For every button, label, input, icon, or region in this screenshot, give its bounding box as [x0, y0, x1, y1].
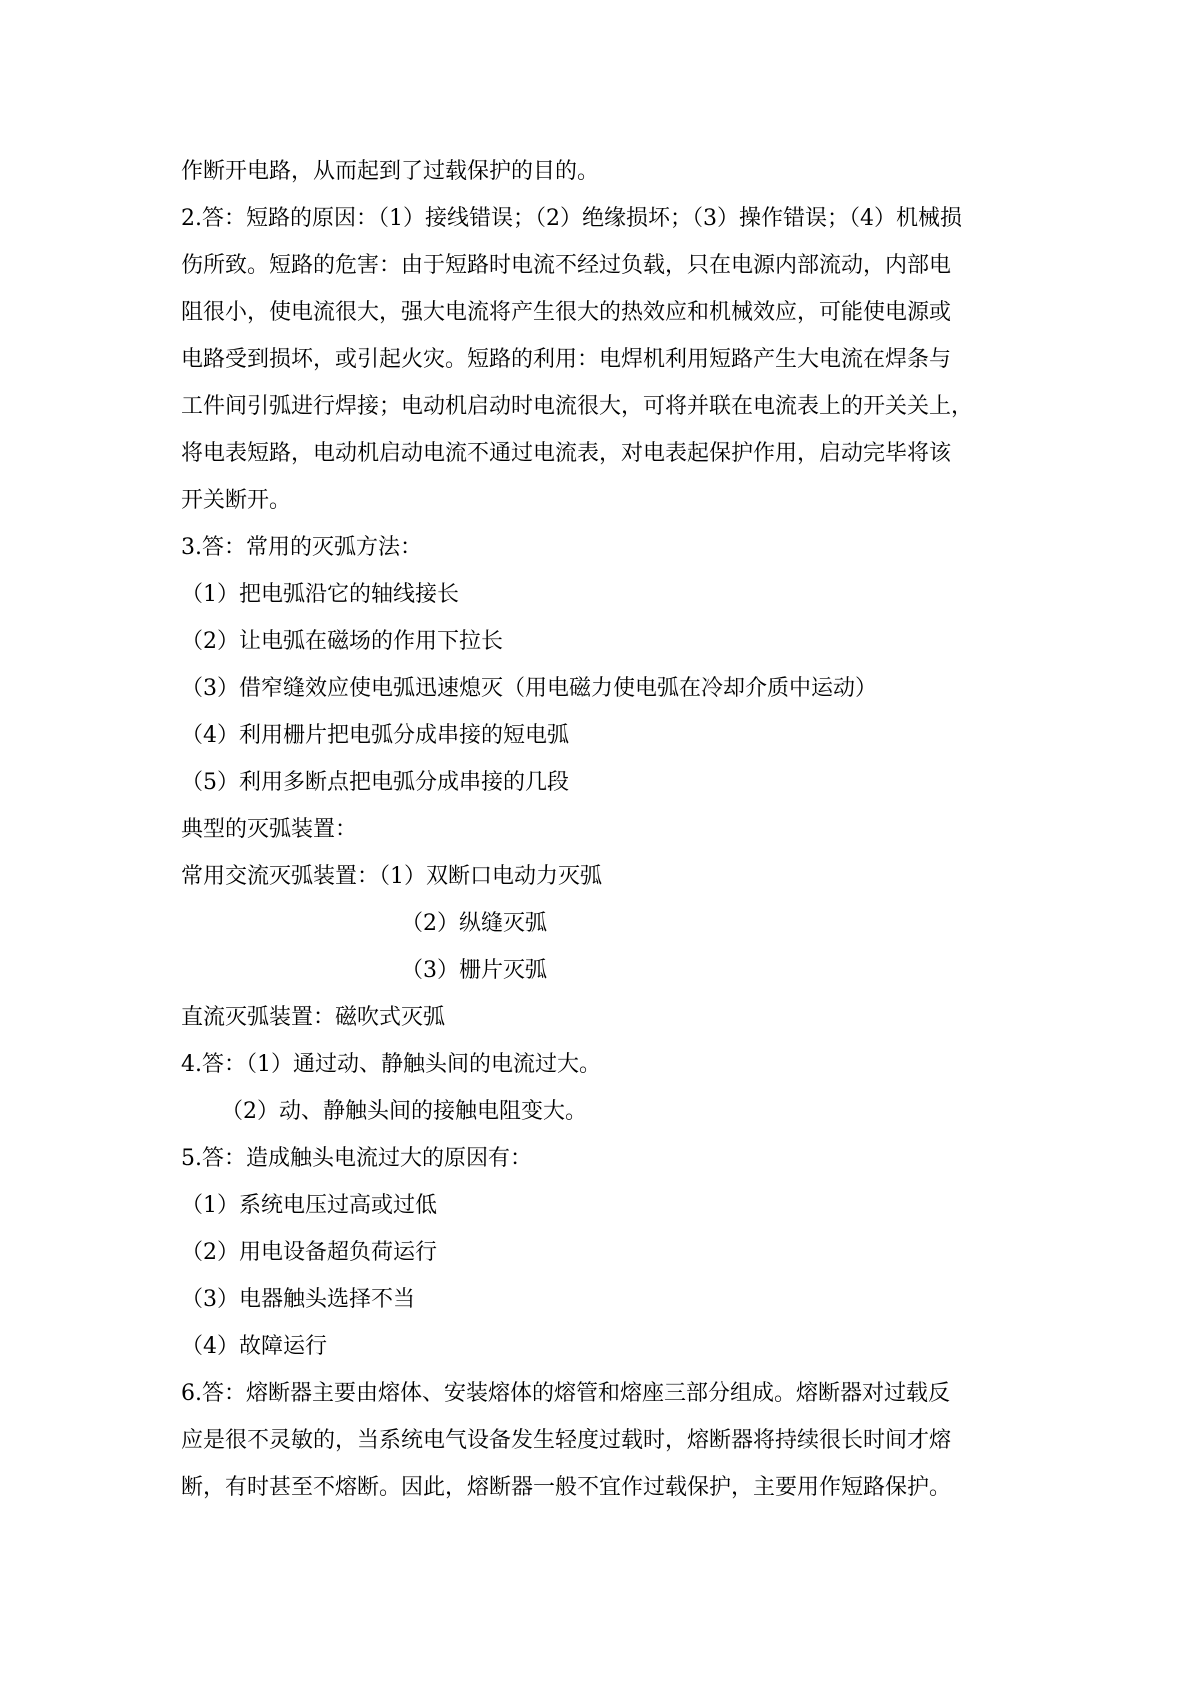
document-body [181, 148, 1016, 1511]
text-line: 6.答：熔断器主要由熔体、安装熔体的熔管和熔座三部分组成。熔断器对过载反 [181, 1381, 950, 1406]
text-line: 应是很不灵敏的，当系统电气设备发生轻度过载时，熔断器将持续很长时间才熔 [181, 1428, 952, 1453]
text-line: 电路受到损坏，或引起火灾。短路的利用：电焊机利用短路产生大电流在焊条与 [181, 347, 952, 372]
list-item: （3）借窄缝效应使电弧迅速熄灭（用电磁力使电弧在冷却介质中运动） [181, 676, 877, 701]
list-item: （4）故障运行 [181, 1334, 327, 1359]
text-line: 工件间引弧进行焊接；电动机启动时电流很大，可将并联在电流表上的开关关上， [181, 394, 974, 419]
text-line: 断，有时甚至不熔断。因此，熔断器一般不宜作过载保护，主要用作短路保护。 [181, 1475, 952, 1500]
list-item: （1）系统电压过高或过低 [181, 1193, 437, 1218]
text-line: 阻很小，使电流很大，强大电流将产生很大的热效应和机械效应，可能使电源或 [181, 300, 952, 325]
text-line: 2.答：短路的原因：（1）接线错误；（2）绝缘损坏；（3）操作错误；（4）机械损 [181, 206, 962, 231]
list-item: （2）让电弧在磁场的作用下拉长 [181, 629, 503, 654]
text-line: 将电表短路，电动机启动电流不通过电流表，对电表起保护作用，启动完毕将该 [181, 441, 952, 466]
text-line: 典型的灭弧装置： [181, 817, 358, 842]
text-line: 常用交流灭弧装置：（1）双断口电动力灭弧 [181, 864, 602, 889]
list-item: （1）把电弧沿它的轴线接长 [181, 582, 459, 607]
list-item: （3）栅片灭弧 [401, 958, 547, 983]
text-line: 开关断开。 [181, 488, 292, 513]
list-item: （2）用电设备超负荷运行 [181, 1240, 437, 1265]
list-item: （2）纵缝灭弧 [401, 911, 547, 936]
text-line: 伤所致。短路的危害：由于短路时电流不经过负载，只在电源内部流动，内部电 [181, 253, 952, 278]
list-item: （5）利用多断点把电弧分成串接的几段 [181, 770, 569, 795]
list-item: （2）动、静触头间的接触电阻变大。 [221, 1099, 587, 1124]
text-line: 作断开电路，从而起到了过载保护的目的。 [181, 159, 600, 184]
text-line: 3.答：常用的灭弧方法： [181, 535, 422, 560]
text-line: 直流灭弧装置：磁吹式灭弧 [181, 1005, 446, 1030]
list-item: （3）电器触头选择不当 [181, 1287, 415, 1312]
list-item: （4）利用栅片把电弧分成串接的短电弧 [181, 723, 569, 748]
text-line: 4.答：（1）通过动、静触头间的电流过大。 [181, 1052, 601, 1077]
text-line: 5.答：造成触头电流过大的原因有： [181, 1146, 532, 1171]
